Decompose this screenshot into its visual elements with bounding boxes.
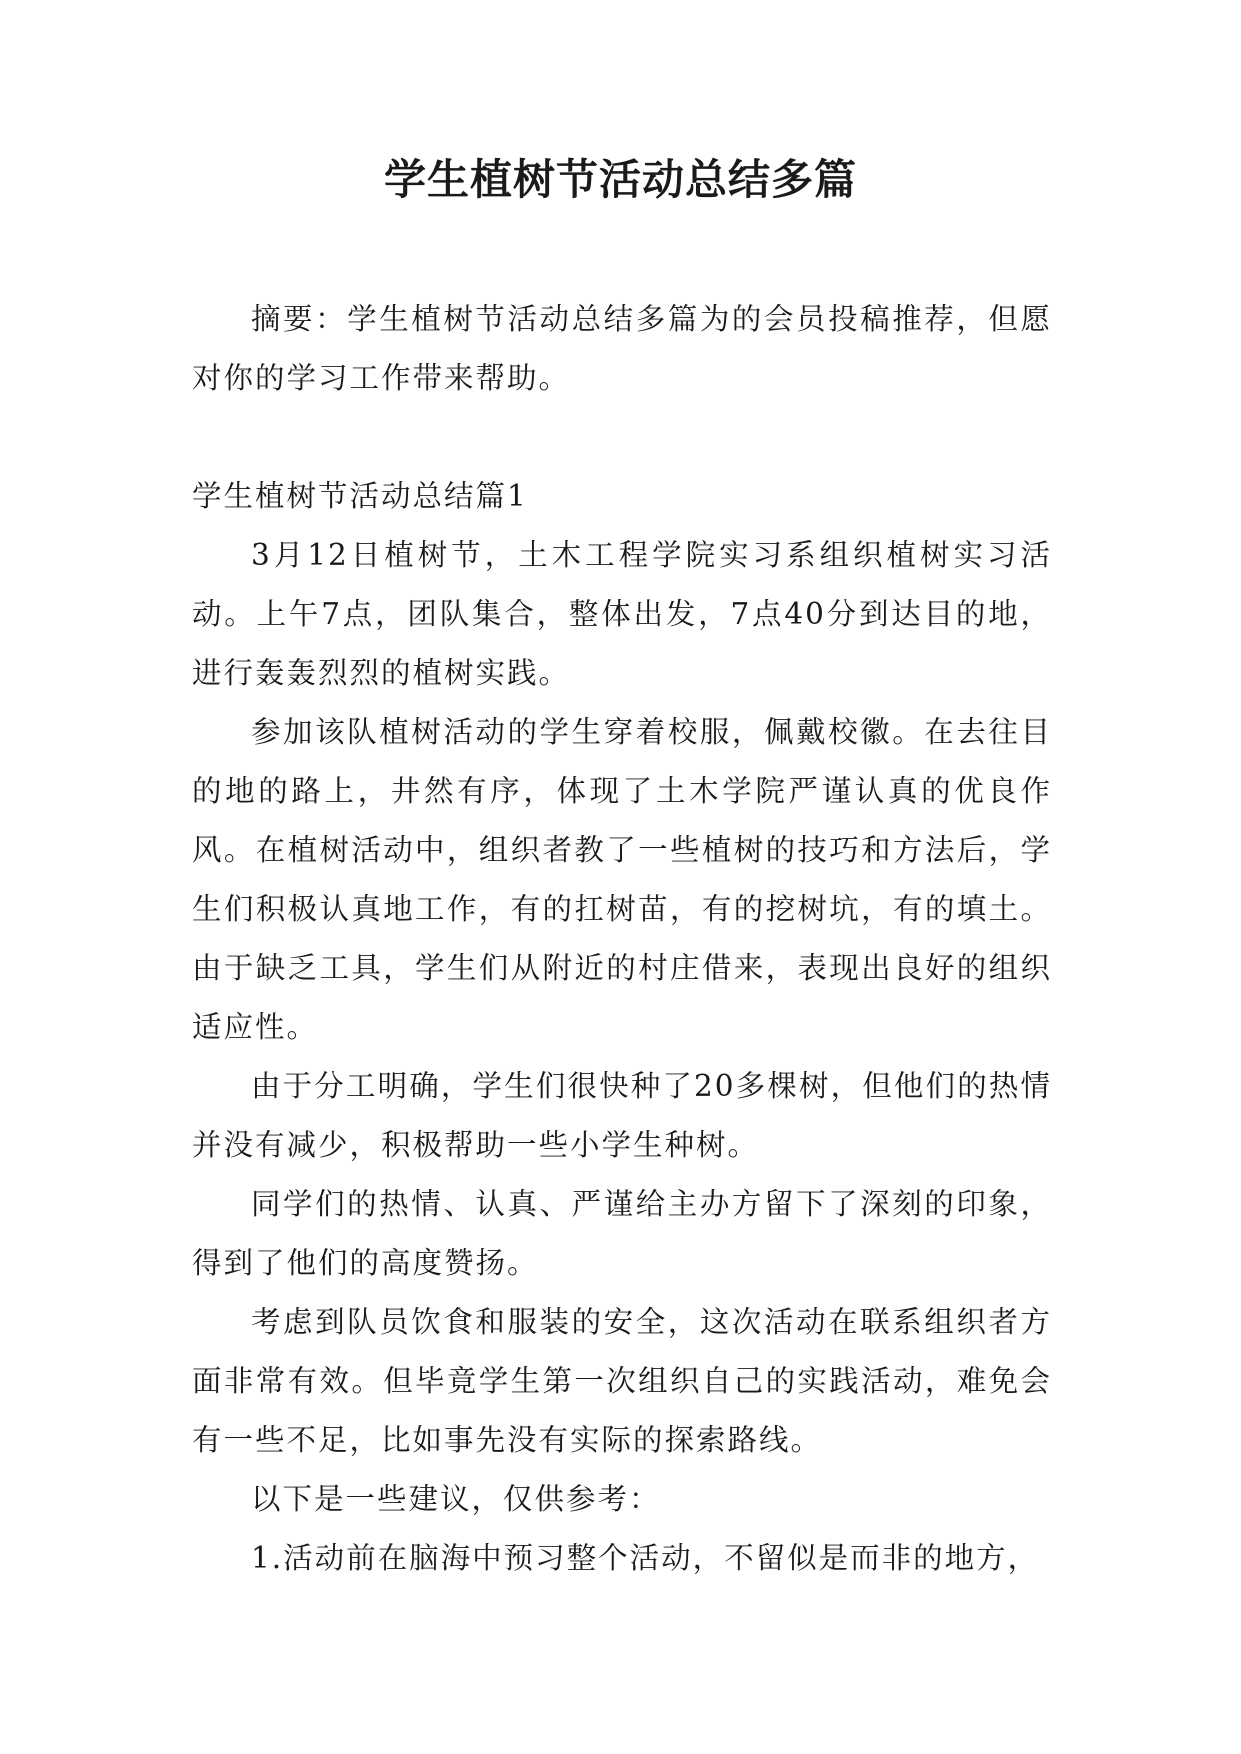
body-paragraph: 考虑到队员饮食和服装的安全，这次活动在联系组织者方面非常有效。但毕竟学生第一次组织自己的实践活动，难免会有一些不足，比如事先没有实际的探索路线。 bbox=[192, 1305, 1052, 1457]
spacer bbox=[192, 408, 1052, 467]
abstract-paragraph: 摘要：学生植树节活动总结多篇为的会员投稿推荐，但愿对你的学习工作带来帮助。 bbox=[192, 302, 1052, 395]
body-paragraph: 以下是一些建议，仅供参考： bbox=[251, 1482, 661, 1516]
body-paragraph: 由于分工明确，学生们很快种了20多棵树，但他们的热情并没有减少，积极帮助一些小学生种树。 bbox=[192, 1069, 1052, 1162]
body-paragraph: 同学们的热情、认真、严谨给主办方留下了深刻的印象，得到了他们的高度赞扬。 bbox=[192, 1187, 1052, 1280]
body-paragraph: 参加该队植树活动的学生穿着校服，佩戴校徽。在去往目的地的路上，井然有序，体现了土木学院严谨认真的优良作风。在植树活动中，组织者教了一些植树的技巧和方法后，学生们积极认真地工作，有的扛树苗，有的挖树坑，有的填土。由于缺乏工具，学生们从附近的村庄借来，表现出良好的组织适应性。 bbox=[192, 715, 1052, 1044]
document-title: 学生植树节活动总结多篇 bbox=[383, 155, 857, 204]
body-paragraph: 3月12日植树节，土木工程学院实习系组织植树实习活动。上午7点，团队集合，整体出发，7点40分到达目的地，进行轰轰烈烈的植树实践。 bbox=[192, 538, 1052, 690]
body-paragraph: 1.活动前在脑海中预习整个活动，不留似是而非的地方， bbox=[251, 1541, 1040, 1575]
document-body bbox=[192, 290, 1052, 1588]
section-heading: 学生植树节活动总结篇1 bbox=[192, 479, 528, 513]
